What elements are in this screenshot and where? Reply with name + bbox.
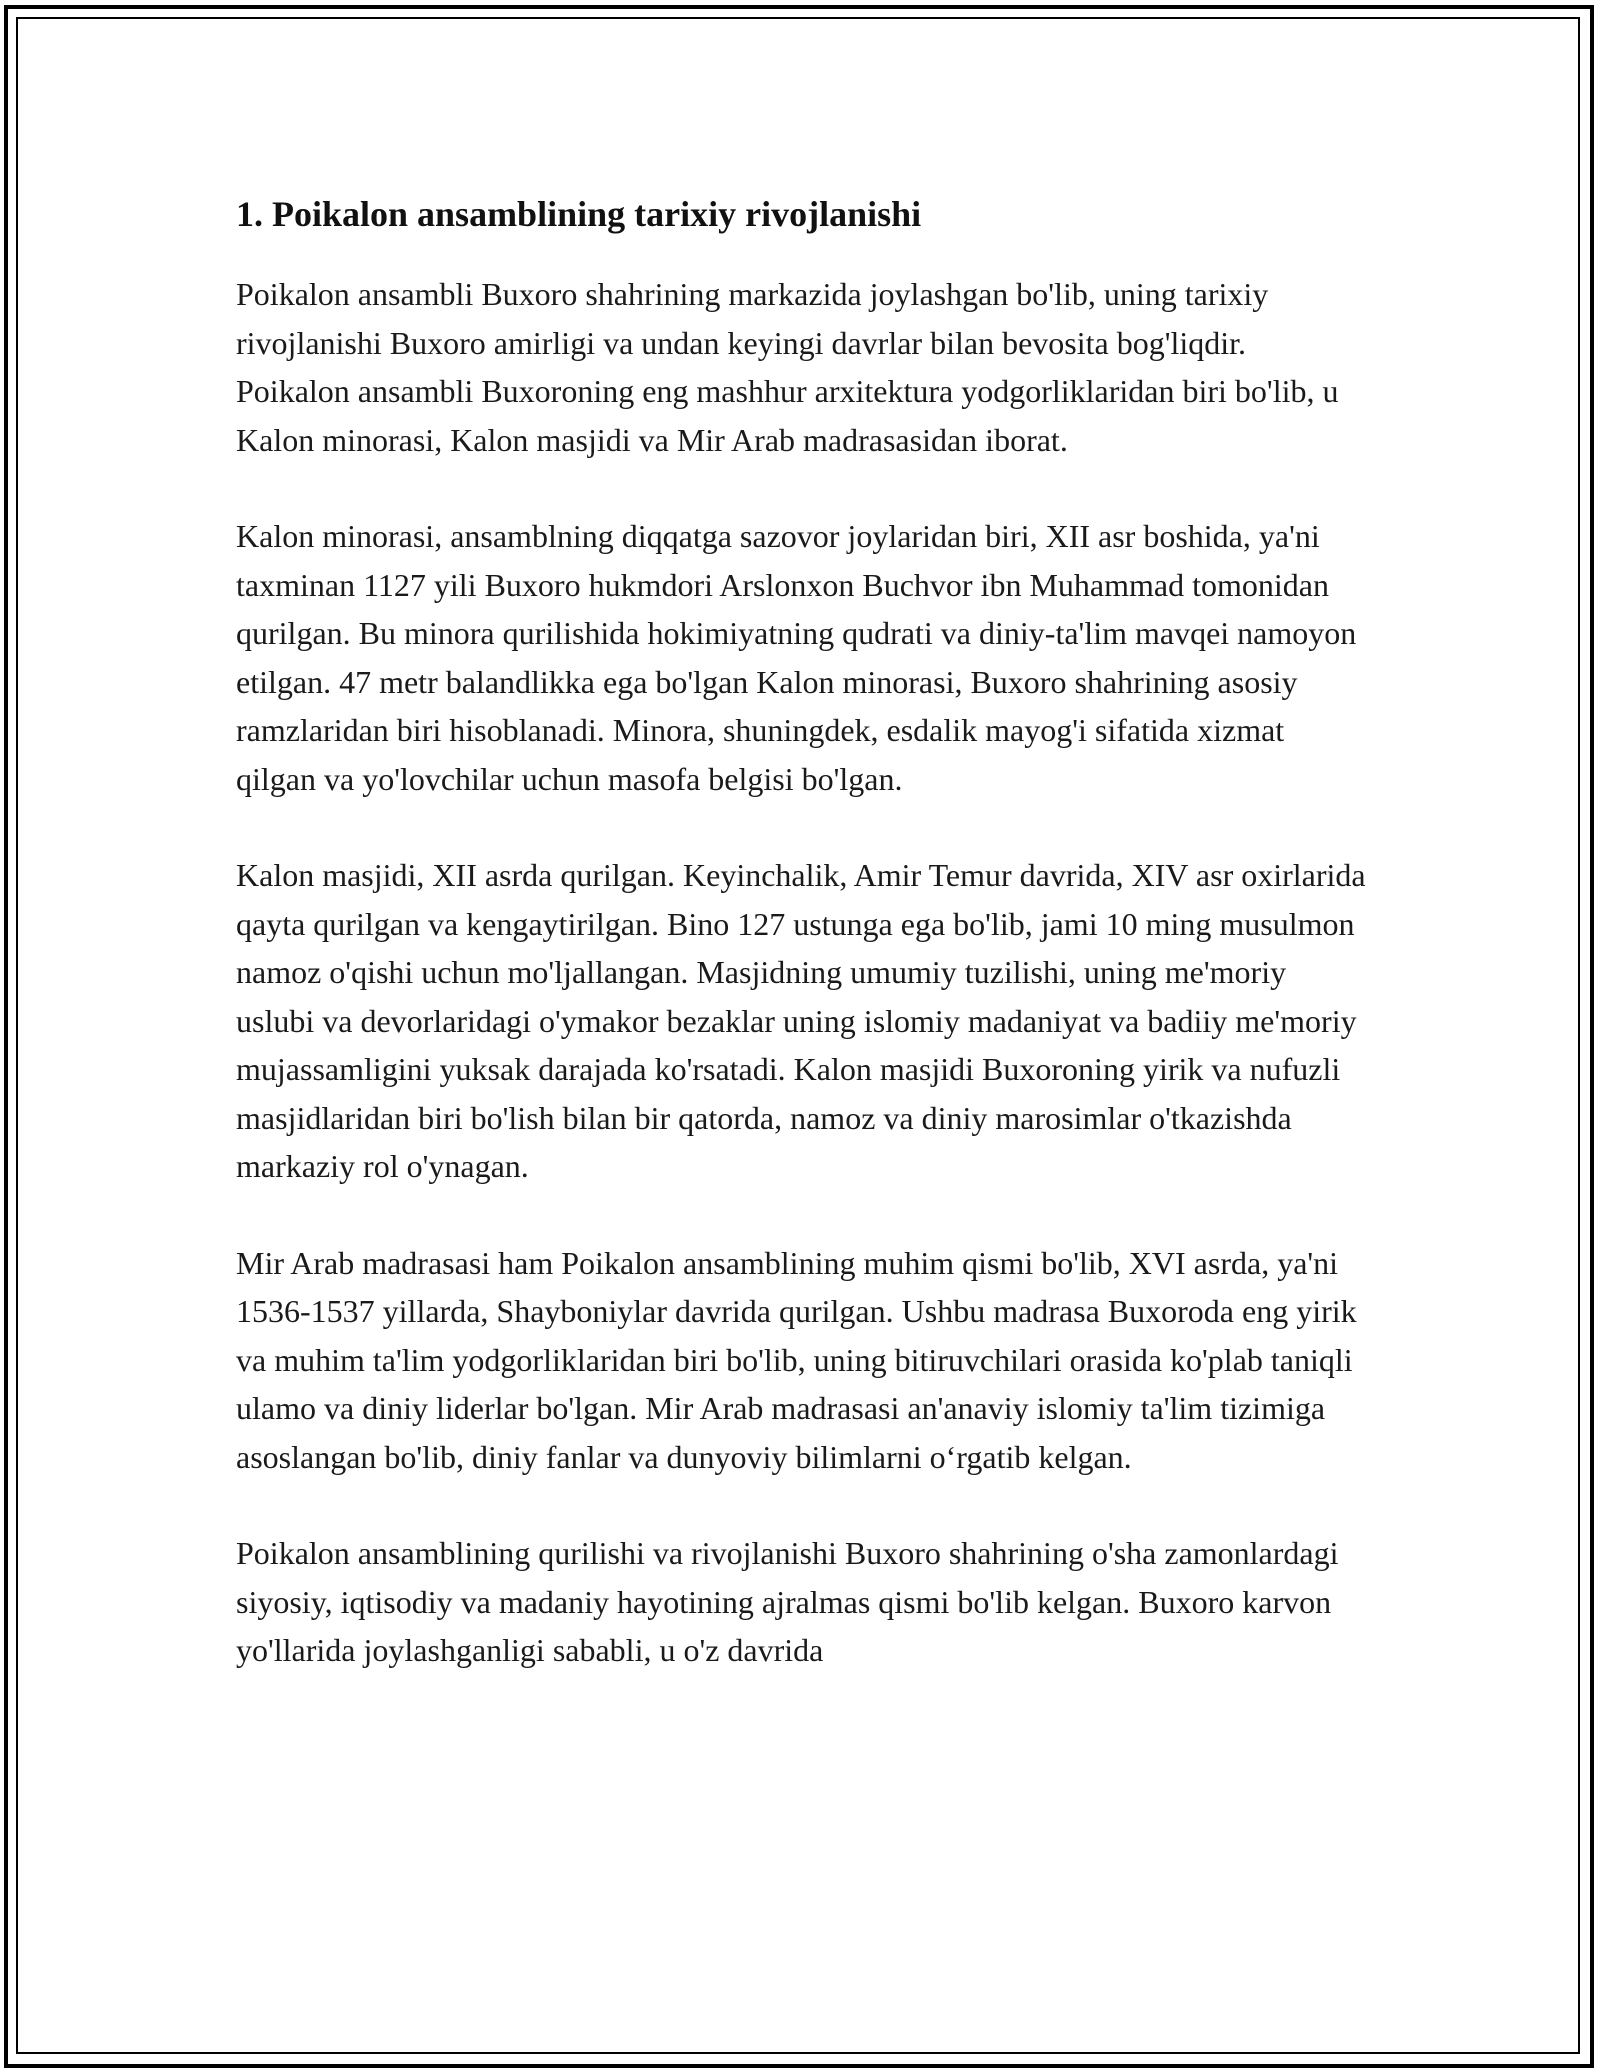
paragraph-development: Poikalon ansamblining qurilishi va rivojlanishi Buxoro shahrining o'sha zamonlardagi siyosiy, iqtisodiy va madaniy hayotining ajralmas qismi bo'lib kelgan. Buxoro karvon yo'llarida joylashganligi sababli, u o'z davrida (236, 1535, 1339, 1668)
paragraph-kalon-mosque: Kalon masjidi, XII asrda qurilgan. Keyinchalik, Amir Temur davrida, XIV asr oxirlarida qayta qurilgan va kengaytirilgan. Bino 127 ustunga ega bo'lib, jami 10 ming musulmon namoz o'qishi uchun mo'ljallangan. Masjidning umumiy tuzilishi, uning me'moriy uslubi va devorlaridagi o'ymakor bezaklar uning islomiy madaniyat va badiiy me'moriy mujassamligini yuksak darajada ko'rsatadi. Kalon masjidi Buxoroning yirik va nufuzli masjidlaridan biri bo'lish bilan bir qatorda, namoz va diniy marosimlar o'tkazishda markaziy rol o'ynagan. (236, 857, 1366, 1184)
paragraph-mir-arab-madrasa: Mir Arab madrasasi ham Poikalon ansamblining muhim qismi bo'lib, XVI asrda, ya'ni 1536-1537 yillarda, Shayboniylar davrida qurilgan. Ushbu madrasa Buxoroda eng yirik va muhim ta'lim yodgorliklaridan biri bo'lib, uning bitiruvchilari orasida ko'plab taniqli ulamo va diniy liderlar bo'lgan. Mir Arab madrasasi an'anaviy islomiy ta'lim tizimiga asoslangan bo'lib, diniy fanlar va dunyoviy bilimlarni o‘rgatib kelgan. (236, 1244, 1357, 1475)
document-body (236, 190, 1366, 1723)
section-heading: 1. Poikalon ansamblining tarixiy rivojlanishi (236, 194, 922, 234)
paragraph-kalon-minaret: Kalon minorasi, ansamblning diqqatga sazovor joylaridan biri, XII asr boshida, ya'ni taxminan 1127 yili Buxoro hukmdori Arslonxon Buchvor ibn Muhammad tomonidan qurilgan. Bu minora qurilishida hokimiyatning qudrati va diniy-ta'lim mavqei namoyon etilgan. 47 metr balandlikka ega bo'lgan Kalon minorasi, Buxoro shahrining asosiy ramzlaridan biri hisoblanadi. Minora, shuningdek, esdalik mayog'i sifatida xizmat qilgan va yo'lovchilar uchun masofa belgisi bo'lgan. (236, 518, 1357, 797)
paragraph-intro: Poikalon ansambli Buxoro shahrining markazida joylashgan bo'lib, uning tarixiy rivojlanishi Buxoro amirligi va undan keyingi davrlar bilan bevosita bog'liqdir. Poikalon ansambli Buxoroning eng mashhur arxitektura yodgorliklaridan biri bo'lib, u Kalon minorasi, Kalon masjidi va Mir Arab madrasasidan iborat. (236, 276, 1339, 458)
